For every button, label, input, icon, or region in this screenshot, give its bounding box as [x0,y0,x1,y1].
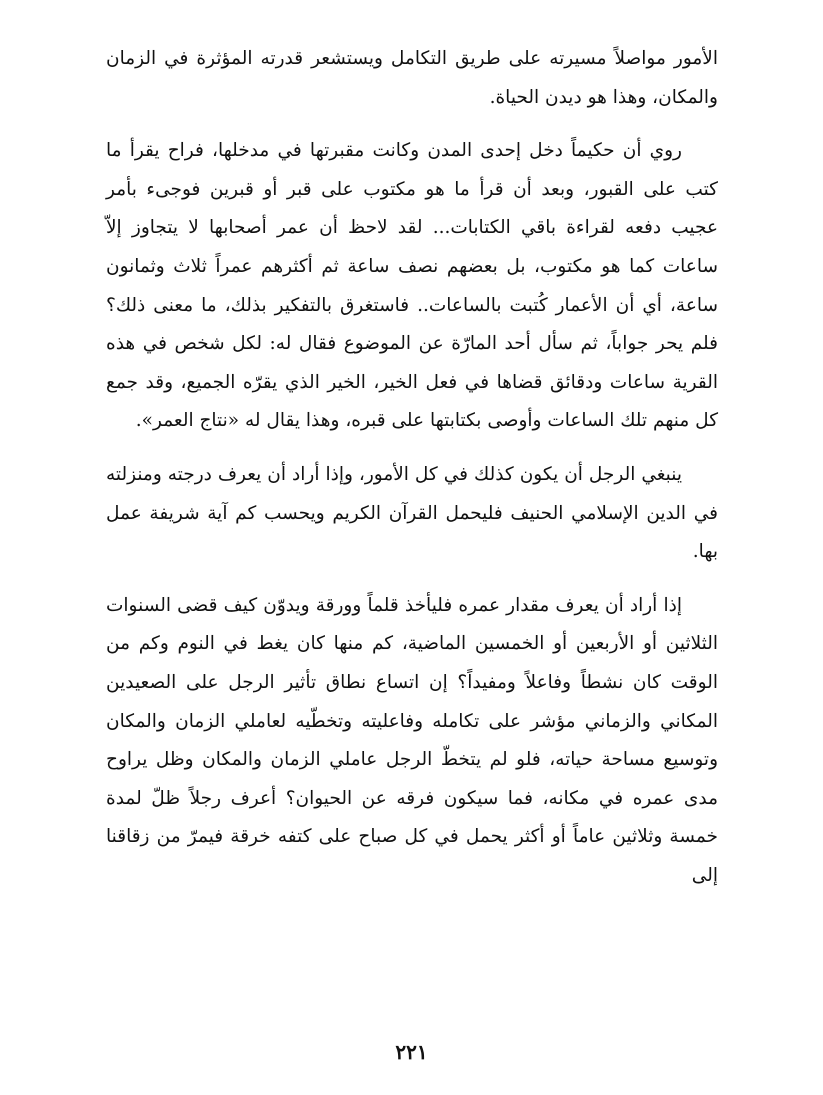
paragraph-2: روي أن حكيماً دخل إحدى المدن وكانت مقبرتها في مدخلها، فراح يقرأ ما كتب على القبور، وبعد أن قرأ ما هو مكتوب على قبر أو قبرين فوجىء بأمر عجيب دفعه لقراءة باقي الكتابات... لقد لاحظ أن عمر أصحابها لا يتجاوز إلاّ ساعات كما هو مكتوب، بل بعضهم نصف ساعة ثم أكثرهم عمراً ثلاث وثمانون ساعة، أي أن الأعمار كُتبت بالساعات.. فاستغرق بالتفكير بذلك، ما معنى ذلك؟ فلم يحر جواباً، ثم سأل أحد المارّة عن الموضوع فقال له: لكل شخص في هذه القرية ساعات ودقائق قضاها في فعل الخير، الخير الذي يقرّه الجميع، وقد جمع كل منهم تلك الساعات وأوصى بكتابتها على قبره، وهذا يقال له «نتاج العمر». [106,140,718,432]
paragraph-gap [106,572,718,587]
paragraph-3: ينبغي الرجل أن يكون كذلك في كل الأمور، وإذا أراد أن يعرف درجته ومنزلته في الدين الإسلامي الحنيف فليحمل القرآن الكريم ويحسب كم آية شريفة عمل بها. [106,463,718,563]
paragraph-gap [106,441,718,456]
page-number: ٢٢١ [395,1040,428,1064]
page-body [106,40,718,895]
paragraph-1: الأمور مواصلاً مسيرته على طريق التكامل ويستشعر قدرته المؤثرة في الزمان والمكان، وهذا هو ديدن الحياة. [106,48,718,108]
paragraph-gap [106,117,718,132]
paragraph-4: إذا أراد أن يعرف مقدار عمره فليأخذ قلماً وورقة ويدوّن كيف قضى السنوات الثلاثين أو الأربعين أو الخمسين الماضية، كم منها كان يغط في النوم وكم من الوقت كان نشطاً وفاعلاً ومفيداً؟ إن اتساع نطاق تأثير الرجل على الصعيدين المكاني والزماني مؤشر على تكامله وفاعليته وتخطّيه لعاملي الزمان والمكان وتوسيع مساحة حياته، فلو لم يتخطّ الرجل عاملي الزمان والمكان وظل يراوح مدى عمره في مكانه، فما سيكون فرقه عن الحيوان؟ أعرف رجلاً ظلّ لمدة خمسة وثلاثين عاماً أو أكثر يحمل في كل صباح على كتفه خرقة فيمرّ من زقاقنا إلى [106,594,718,886]
